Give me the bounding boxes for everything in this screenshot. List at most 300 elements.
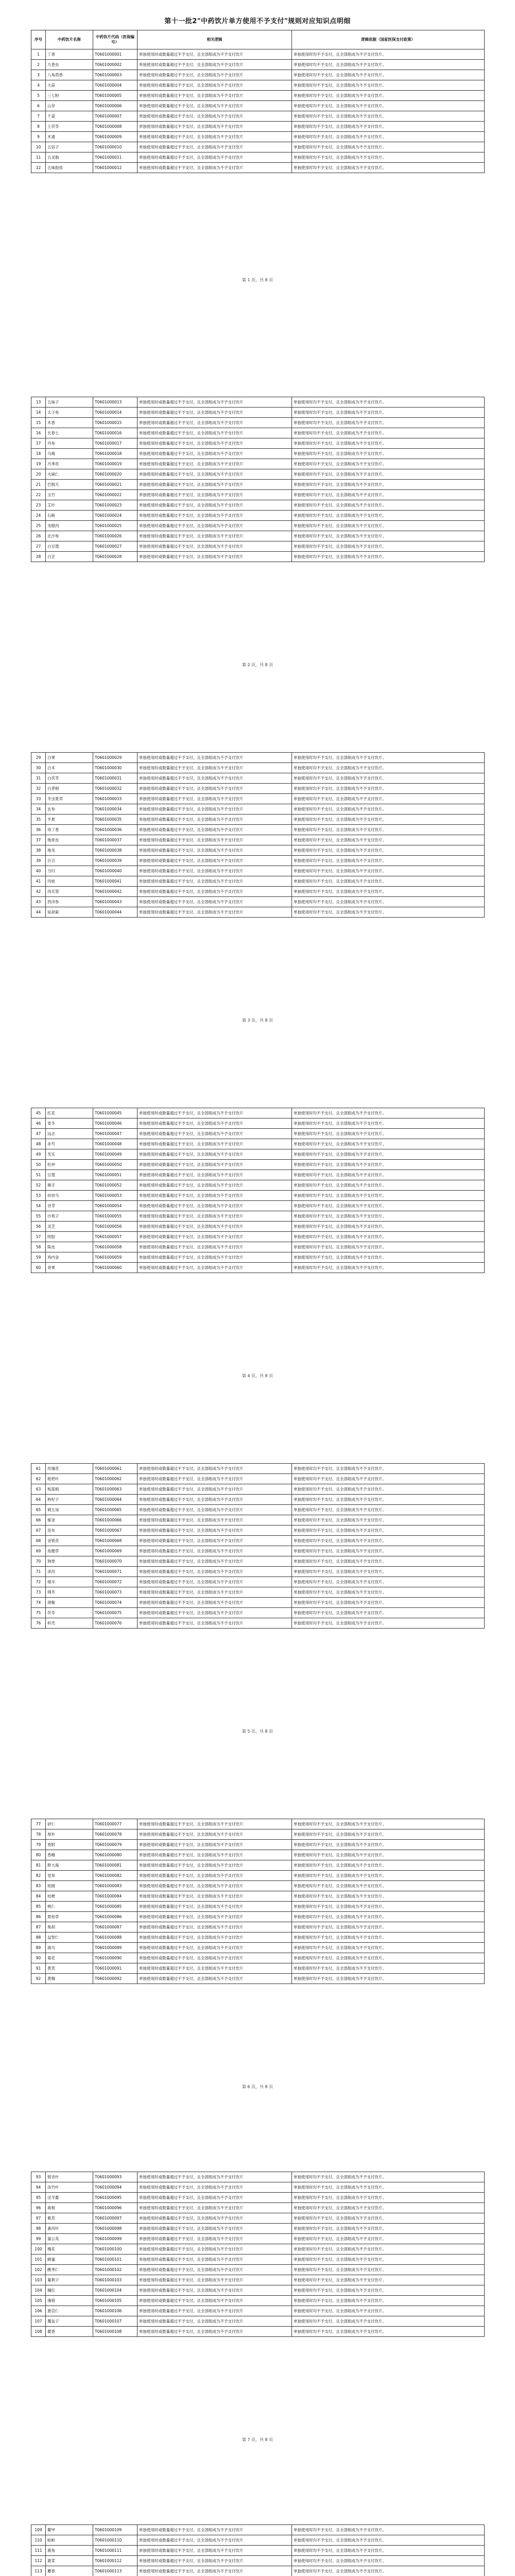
logic-text: 单独使用时或数量超过不予支付，且全部组成为不予支付饮片 xyxy=(138,1242,292,1252)
detail-table xyxy=(31,1463,485,1629)
basis-text: 单独使用时均不予支付，且全部组成为不予支付饮片。 xyxy=(292,1222,485,1232)
row-number: 35 xyxy=(31,815,46,825)
herb-name: 菊花 xyxy=(46,1953,93,1963)
table-row xyxy=(31,511,485,521)
logic-text: 单独使用时或数量超过不予支付，且全部组成为不予支付饮片 xyxy=(138,101,292,111)
herb-name: 地龙 xyxy=(46,845,93,856)
basis-text: 单独使用时均不予支付，且全部组成为不予支付饮片。 xyxy=(292,1170,485,1180)
row-number: 12 xyxy=(31,163,46,173)
table-row xyxy=(31,1474,485,1484)
logic-text: 单独使用时或数量超过不予支付，且全部组成为不予支付饮片 xyxy=(138,122,292,132)
herb-name: 五倍子 xyxy=(46,142,93,152)
logic-text: 单独使用时或数量超过不予支付，且全部组成为不予支付饮片 xyxy=(138,1505,292,1515)
logic-text: 单独使用时或数量超过不予支付，且全部组成为不予支付饮片 xyxy=(138,1211,292,1222)
basis-text: 单独使用时均不予支付，且全部组成为不予支付饮片。 xyxy=(292,1484,485,1495)
basis-text: 单独使用时均不予支付，且全部组成为不予支付饮片。 xyxy=(292,1526,485,1536)
basis-text: 单独使用时均不予支付，且全部组成为不予支付饮片。 xyxy=(292,1252,485,1263)
table-row xyxy=(31,1495,485,1505)
herb-name: 覆盆子 xyxy=(46,2316,93,2327)
table-row xyxy=(31,1963,485,1974)
table-row xyxy=(31,773,485,784)
basis-text: 单独使用时均不予支付，且全部组成为不予支付饮片。 xyxy=(292,1180,485,1191)
row-number: 30 xyxy=(31,763,46,773)
logic-text: 单独使用时或数量超过不予支付，且全部组成为不予支付饮片 xyxy=(138,1118,292,1129)
herb-code: T0601000082 xyxy=(93,1871,138,1881)
row-number: 28 xyxy=(31,552,46,562)
table-row xyxy=(31,753,485,763)
herb-code: T0601000036 xyxy=(93,825,138,835)
detail-table xyxy=(31,752,485,918)
basis-text: 单独使用时均不予支付，且全部组成为不予支付饮片。 xyxy=(292,2255,485,2265)
herb-code: T0601000076 xyxy=(93,1618,138,1629)
herb-code: T0601000068 xyxy=(93,1536,138,1546)
row-number: 59 xyxy=(31,1252,46,1263)
herb-code: T0601000077 xyxy=(93,1819,138,1829)
logic-text: 单独使用时或数量超过不予支付，且全部组成为不予支付饮片 xyxy=(138,1829,292,1840)
basis-text: 单独使用时均不予支付，且全部组成为不予支付饮片。 xyxy=(292,1963,485,1974)
basis-text: 单独使用时均不予支付，且全部组成为不予支付饮片。 xyxy=(292,521,485,531)
logic-text: 单独使用时或数量超过不予支付，且全部组成为不予支付饮片 xyxy=(138,1618,292,1629)
herb-code: T0601000007 xyxy=(93,111,138,122)
herb-name: 蒲公英 xyxy=(46,2234,93,2244)
herb-name: 薄荷 xyxy=(46,2296,93,2306)
herb-name: 白术 xyxy=(46,763,93,773)
table-row xyxy=(31,1556,485,1567)
table-row xyxy=(31,1618,485,1629)
row-number: 72 xyxy=(31,1577,46,1587)
basis-text: 单独使用时均不予支付，且全部组成为不予支付饮片。 xyxy=(292,70,485,80)
logic-text: 单独使用时或数量超过不予支付，且全部组成为不予支付饮片 xyxy=(138,480,292,490)
logic-text: 单独使用时或数量超过不予支付，且全部组成为不予支付饮片 xyxy=(138,1232,292,1242)
basis-text: 单独使用时均不予支付，且全部组成为不予支付饮片。 xyxy=(292,1819,485,1829)
herb-name: 鹿茸 xyxy=(46,2556,93,2566)
herb-code: T0601000065 xyxy=(93,1505,138,1515)
herb-code: T0601000034 xyxy=(93,804,138,815)
herb-name: 谷芽 xyxy=(46,1201,93,1211)
table-row xyxy=(31,1902,485,1912)
logic-text: 单独使用时或数量超过不予支付，且全部组成为不予支付饮片 xyxy=(138,459,292,469)
logic-text: 单独使用时或数量超过不予支付，且全部组成为不予支付饮片 xyxy=(138,408,292,418)
document-page xyxy=(31,2172,484,2337)
herb-code: T0601000009 xyxy=(93,132,138,142)
basis-text: 单独使用时均不予支付，且全部组成为不予支付饮片。 xyxy=(292,1608,485,1618)
logic-text: 单独使用时或数量超过不予支付，且全部组成为不予支付饮片 xyxy=(138,418,292,428)
logic-text: 单独使用时或数量超过不予支付，且全部组成为不予支付饮片 xyxy=(138,80,292,91)
herb-code: T0601000080 xyxy=(93,1850,138,1860)
table-row xyxy=(31,1587,485,1598)
herb-code: T0601000081 xyxy=(93,1860,138,1871)
herb-name: 干姜 xyxy=(46,111,93,122)
herb-code: T0601000108 xyxy=(93,2327,138,2337)
herb-name: 白茅根 xyxy=(46,784,93,794)
logic-text: 单独使用时或数量超过不予支付，且全部组成为不予支付饮片 xyxy=(138,2203,292,2213)
herb-code: T0601000072 xyxy=(93,1577,138,1587)
table-row xyxy=(31,91,485,101)
row-number: 83 xyxy=(31,1881,46,1891)
herb-code: T0601000071 xyxy=(93,1567,138,1577)
herb-name: 青果 xyxy=(46,1263,93,1273)
herb-name: 胖大海 xyxy=(46,1860,93,1871)
herb-code: T0601000100 xyxy=(93,2244,138,2255)
table-row xyxy=(31,1536,485,1546)
basis-text: 单独使用时均不予支付，且全部组成为不予支付饮片。 xyxy=(292,2234,485,2244)
logic-text: 单独使用时或数量超过不予支付，且全部组成为不予支付饮片 xyxy=(138,1191,292,1201)
herb-name: 香橼 xyxy=(46,1850,93,1860)
herb-name: 黄精 xyxy=(46,1974,93,1984)
table-row xyxy=(31,1211,485,1222)
row-number: 29 xyxy=(31,753,46,763)
logic-text: 单独使用时或数量超过不予支付，且全部组成为不予支付饮片 xyxy=(138,2213,292,2224)
herb-name: 夏枯草 xyxy=(46,1912,93,1922)
basis-text: 单独使用时均不予支付，且全部组成为不予支付饮片。 xyxy=(292,1943,485,1953)
basis-text: 单独使用时均不予支付，且全部组成为不予支付饮片。 xyxy=(292,1232,485,1242)
logic-text: 单独使用时或数量超过不予支付，且全部组成为不予支付饮片 xyxy=(138,449,292,459)
row-number: 69 xyxy=(31,1546,46,1556)
row-number: 84 xyxy=(31,1891,46,1902)
logic-text: 单独使用时或数量超过不予支付，且全部组成为不予支付饮片 xyxy=(138,541,292,552)
row-number: 8 xyxy=(31,122,46,132)
herb-code: T0601000025 xyxy=(93,521,138,531)
row-number: 24 xyxy=(31,511,46,521)
herb-name: 玫瑰花 xyxy=(46,1464,93,1474)
table-row xyxy=(31,1567,485,1577)
row-number: 52 xyxy=(31,1180,46,1191)
logic-text: 单独使用时或数量超过不予支付，且全部组成为不予支付饮片 xyxy=(138,1464,292,1474)
table-row xyxy=(31,552,485,562)
table-row xyxy=(31,101,485,111)
basis-text: 单独使用时均不予支付，且全部组成为不予支付饮片。 xyxy=(292,1881,485,1891)
logic-text: 单独使用时或数量超过不予支付，且全部组成为不予支付饮片 xyxy=(138,111,292,122)
herb-name: 远志 xyxy=(46,1129,93,1139)
basis-text: 单独使用时均不予支付，且全部组成为不予支付饮片。 xyxy=(292,773,485,784)
basis-text: 单独使用时均不予支付，且全部组成为不予支付饮片。 xyxy=(292,2193,485,2203)
herb-name: 当归 xyxy=(46,866,93,876)
row-number: 48 xyxy=(31,1139,46,1149)
herb-code: T0601000005 xyxy=(93,91,138,101)
table-row xyxy=(31,1222,485,1232)
basis-text: 单独使用时均不予支付，且全部组成为不予支付饮片。 xyxy=(292,753,485,763)
row-number: 20 xyxy=(31,469,46,480)
logic-text: 单独使用时或数量超过不予支付，且全部组成为不予支付饮片 xyxy=(138,70,292,80)
logic-text: 单独使用时或数量超过不予支付，且全部组成为不予支付饮片 xyxy=(138,1598,292,1608)
herb-name: 鸡内金 xyxy=(46,1252,93,1263)
herb-code: T0601000054 xyxy=(93,1201,138,1211)
logic-text: 单独使用时或数量超过不予支付，且全部组成为不予支付饮片 xyxy=(138,2316,292,2327)
logic-text: 单独使用时或数量超过不予支付，且全部组成为不予支付饮片 xyxy=(138,531,292,541)
row-number: 86 xyxy=(31,1912,46,1922)
basis-text: 单独使用时均不予支付，且全部组成为不予支付饮片。 xyxy=(292,1902,485,1912)
row-number: 6 xyxy=(31,101,46,111)
herb-name: 黄芪 xyxy=(46,1963,93,1974)
herb-name: 党参 xyxy=(46,1871,93,1881)
row-number: 89 xyxy=(31,1943,46,1953)
row-number: 31 xyxy=(31,773,46,784)
logic-text: 单独使用时或数量超过不予支付，且全部组成为不予支付饮片 xyxy=(138,876,292,887)
herb-name: 丹参 xyxy=(46,438,93,449)
logic-text: 单独使用时或数量超过不予支付，且全部组成为不予支付饮片 xyxy=(138,2234,292,2244)
column-header: 序号 xyxy=(31,30,46,49)
basis-text: 单独使用时均不予支付，且全部组成为不予支付饮片。 xyxy=(292,500,485,511)
herb-name: 西洋参 xyxy=(46,897,93,907)
row-number: 63 xyxy=(31,1484,46,1495)
logic-text: 单独使用时或数量超过不予支付，且全部组成为不予支付饮片 xyxy=(138,1963,292,1974)
basis-text: 单独使用时均不予支付，且全部组成为不予支付饮片。 xyxy=(292,2566,485,2576)
logic-text: 单独使用时或数量超过不予支付，且全部组成为不予支付饮片 xyxy=(138,763,292,773)
column-header: 中药饮片名称 xyxy=(46,30,93,49)
herb-code: T0601000039 xyxy=(93,856,138,866)
herb-code: T0601000101 xyxy=(93,2255,138,2265)
page-footer: 第 7 页，共 8 页 xyxy=(242,2437,273,2442)
row-number: 10 xyxy=(31,142,46,152)
herb-code: T0601000102 xyxy=(93,2265,138,2275)
table-row xyxy=(31,152,485,163)
document-page xyxy=(31,1108,484,1273)
table-row xyxy=(31,2172,485,2182)
herb-code: T0601000058 xyxy=(93,1242,138,1252)
logic-text: 单独使用时或数量超过不予支付，且全部组成为不予支付饮片 xyxy=(138,2172,292,2182)
herb-code: T0601000046 xyxy=(93,1118,138,1129)
logic-text: 单独使用时或数量超过不予支付，且全部组成为不予支付饮片 xyxy=(138,552,292,562)
herb-code: T0601000048 xyxy=(93,1139,138,1149)
table-row xyxy=(31,163,485,173)
herb-name: 红花 xyxy=(46,1108,93,1118)
basis-text: 单独使用时均不予支付，且全部组成为不予支付饮片。 xyxy=(292,438,485,449)
herb-name: 橘红 xyxy=(46,2285,93,2296)
logic-text: 单独使用时或数量超过不予支付，且全部组成为不予支付饮片 xyxy=(138,907,292,918)
row-number: 13 xyxy=(31,397,46,408)
herb-name: 淫羊藿 xyxy=(46,2193,93,2203)
basis-text: 单独使用时均不予支付，且全部组成为不予支付饮片。 xyxy=(292,531,485,541)
row-number: 56 xyxy=(31,1222,46,1232)
table-row xyxy=(31,500,485,511)
detail-table xyxy=(31,2524,485,2576)
row-number: 7 xyxy=(31,111,46,122)
basis-text: 单独使用时均不予支付，且全部组成为不予支付饮片。 xyxy=(292,2224,485,2234)
logic-text: 单独使用时或数量超过不予支付，且全部组成为不予支付饮片 xyxy=(138,469,292,480)
page-footer: 第 6 页，共 8 页 xyxy=(242,2084,273,2089)
herb-name: 冬虫夏草 xyxy=(46,794,93,804)
table-row xyxy=(31,521,485,531)
basis-text: 单独使用时均不予支付，且全部组成为不予支付饮片。 xyxy=(292,2556,485,2566)
table-row xyxy=(31,2182,485,2193)
herb-name: 百合 xyxy=(46,856,93,866)
table-row xyxy=(31,1933,485,1943)
detail-table xyxy=(31,1108,485,1273)
table-row xyxy=(31,2234,485,2244)
document-page xyxy=(31,2524,484,2576)
herb-name: 白豆蔻 xyxy=(46,541,93,552)
row-number: 49 xyxy=(31,1149,46,1160)
herb-name: 火麻仁 xyxy=(46,469,93,480)
logic-text: 单独使用时或数量超过不予支付，且全部组成为不予支付饮片 xyxy=(138,2327,292,2337)
row-number: 85 xyxy=(31,1902,46,1912)
basis-text: 单独使用时均不予支付，且全部组成为不予支付饮片。 xyxy=(292,1464,485,1474)
logic-text: 单独使用时或数量超过不予支付，且全部组成为不予支付饮片 xyxy=(138,2265,292,2275)
table-row xyxy=(31,2224,485,2234)
row-number: 75 xyxy=(31,1608,46,1618)
table-row xyxy=(31,531,485,541)
logic-text: 单独使用时或数量超过不予支付，且全部组成为不予支付饮片 xyxy=(138,2535,292,2546)
logic-text: 单独使用时或数量超过不予支付，且全部组成为不予支付饮片 xyxy=(138,2244,292,2255)
table-row xyxy=(31,2535,485,2546)
row-number: 104 xyxy=(31,2285,46,2296)
herb-code: T0601000021 xyxy=(93,480,138,490)
herb-code: T0601000067 xyxy=(93,1526,138,1536)
logic-text: 单独使用时或数量超过不予支付，且全部组成为不予支付饮片 xyxy=(138,1515,292,1526)
herb-code: T0601000053 xyxy=(93,1191,138,1201)
herb-code: T0601000057 xyxy=(93,1232,138,1242)
herb-name: 八角茴香 xyxy=(46,70,93,80)
herb-code: T0601000045 xyxy=(93,1108,138,1118)
logic-text: 单独使用时或数量超过不予支付，且全部组成为不予支付饮片 xyxy=(138,397,292,408)
basis-text: 单独使用时均不予支付，且全部组成为不予支付饮片。 xyxy=(292,80,485,91)
basis-text: 单独使用时均不予支付，且全部组成为不予支付饮片。 xyxy=(292,2275,485,2285)
table-row xyxy=(31,845,485,856)
table-row xyxy=(31,1484,485,1495)
herb-name: 延胡索 xyxy=(46,907,93,918)
herb-name: 母丁香 xyxy=(46,825,93,835)
logic-text: 单独使用时或数量超过不予支付，且全部组成为不予支付饮片 xyxy=(138,1902,292,1912)
herb-code: T0601000095 xyxy=(93,2193,138,2203)
herb-name: 木香 xyxy=(46,418,93,428)
herb-code: T0601000086 xyxy=(93,1912,138,1922)
row-number: 96 xyxy=(31,2203,46,2213)
herb-code: T0601000092 xyxy=(93,1974,138,1984)
row-number: 79 xyxy=(31,1840,46,1850)
logic-text: 单独使用时或数量超过不予支付，且全部组成为不予支付饮片 xyxy=(138,2556,292,2566)
logic-text: 单独使用时或数量超过不予支付，且全部组成为不予支付饮片 xyxy=(138,1263,292,1273)
logic-text: 单独使用时或数量超过不予支付，且全部组成为不予支付饮片 xyxy=(138,1222,292,1232)
basis-text: 单独使用时均不予支付，且全部组成为不予支付饮片。 xyxy=(292,2265,485,2275)
row-number: 71 xyxy=(31,1567,46,1577)
basis-text: 单独使用时均不予支付，且全部组成为不予支付饮片。 xyxy=(292,163,485,173)
table-row xyxy=(31,1515,485,1526)
row-number: 100 xyxy=(31,2244,46,2255)
row-number: 74 xyxy=(31,1598,46,1608)
herb-code: T0601000022 xyxy=(93,490,138,500)
herb-code: T0601000033 xyxy=(93,794,138,804)
row-number: 42 xyxy=(31,887,46,897)
herb-code: T0601000103 xyxy=(93,2275,138,2285)
herb-code: T0601000042 xyxy=(93,887,138,897)
herb-code: T0601000038 xyxy=(93,845,138,856)
table-row xyxy=(31,1242,485,1252)
document-page xyxy=(31,752,484,918)
table-row xyxy=(31,459,485,469)
row-number: 62 xyxy=(31,1474,46,1484)
herb-name: 何首乌 xyxy=(46,1191,93,1201)
herb-name: 荆芥 xyxy=(46,1587,93,1598)
herb-name: 艾叶 xyxy=(46,500,93,511)
row-number: 36 xyxy=(31,825,46,835)
basis-text: 单独使用时均不予支付，且全部组成为不予支付饮片。 xyxy=(292,469,485,480)
table-row xyxy=(31,1891,485,1902)
herb-code: T0601000089 xyxy=(93,1943,138,1953)
basis-text: 单独使用时均不予支付，且全部组成为不予支付饮片。 xyxy=(292,1149,485,1160)
row-number: 55 xyxy=(31,1211,46,1222)
herb-name: 桂圆 xyxy=(46,1881,93,1891)
herb-name: 月季花 xyxy=(46,459,93,469)
row-number: 58 xyxy=(31,1242,46,1252)
row-number: 107 xyxy=(31,2316,46,2327)
column-header: 中药饮片代码（医保编号） xyxy=(93,30,138,49)
herb-code: T0601000070 xyxy=(93,1556,138,1567)
herb-code: T0601000020 xyxy=(93,469,138,480)
herb-name: 胡椒 xyxy=(46,1598,93,1608)
basis-text: 单独使用时均不予支付，且全部组成为不予支付饮片。 xyxy=(292,763,485,773)
basis-text: 单独使用时均不予支付，且全部组成为不予支付饮片。 xyxy=(292,397,485,408)
basis-text: 单独使用时均不予支付，且全部组成为不予支付饮片。 xyxy=(292,2525,485,2535)
row-number: 87 xyxy=(31,1922,46,1933)
herb-code: T0601000112 xyxy=(93,2556,138,2566)
table-row xyxy=(31,907,485,918)
herb-name: 五味子 xyxy=(46,397,93,408)
logic-text: 单独使用时或数量超过不予支付，且全部组成为不予支付饮片 xyxy=(138,825,292,835)
logic-text: 单独使用时或数量超过不予支付，且全部组成为不予支付饮片 xyxy=(138,1891,292,1902)
herb-code: T0601000107 xyxy=(93,2316,138,2327)
basis-text: 单独使用时均不予支付，且全部组成为不予支付饮片。 xyxy=(292,1118,485,1129)
basis-text: 单独使用时均不予支付，且全部组成为不予支付饮片。 xyxy=(292,1829,485,1840)
herb-code: T0601000051 xyxy=(93,1170,138,1180)
row-number: 1 xyxy=(31,49,46,60)
basis-text: 单独使用时均不予支付，且全部组成为不予支付饮片。 xyxy=(292,111,485,122)
herb-name: 太子参 xyxy=(46,408,93,418)
table-row xyxy=(31,132,485,142)
table-row xyxy=(31,2213,485,2224)
basis-text: 单独使用时均不予支付，且全部组成为不予支付饮片。 xyxy=(292,907,485,918)
herb-name: 白果 xyxy=(46,753,93,763)
herb-name: 酸枣仁 xyxy=(46,2265,93,2275)
table-row xyxy=(31,1139,485,1149)
herb-code: T0601000093 xyxy=(93,2172,138,2182)
basis-text: 单独使用时均不予支付，且全部组成为不予支付饮片。 xyxy=(292,1191,485,1201)
herb-name: 阿胶 xyxy=(46,1232,93,1242)
basis-text: 单独使用时均不予支付，且全部组成为不予支付饮片。 xyxy=(292,552,485,562)
table-row xyxy=(31,1170,485,1180)
basis-text: 单独使用时均不予支付，且全部组成为不予支付饮片。 xyxy=(292,2182,485,2193)
herb-name: 益智仁 xyxy=(46,1933,93,1943)
row-number: 40 xyxy=(31,866,46,876)
herb-code: T0601000063 xyxy=(93,1484,138,1495)
logic-text: 单独使用时或数量超过不予支付，且全部组成为不予支付饮片 xyxy=(138,835,292,845)
row-number: 43 xyxy=(31,897,46,907)
table-row xyxy=(31,418,485,428)
table-row xyxy=(31,1943,485,1953)
herb-code: T0601000064 xyxy=(93,1495,138,1505)
basis-text: 单独使用时均不予支付，且全部组成为不予支付饮片。 xyxy=(292,866,485,876)
row-number: 15 xyxy=(31,418,46,428)
herb-name: 土茯苓 xyxy=(46,122,93,132)
table-row xyxy=(31,1149,485,1160)
table-row xyxy=(31,541,485,552)
herb-code: T0601000104 xyxy=(93,2285,138,2296)
herb-code: T0601000001 xyxy=(93,49,138,60)
basis-text: 单独使用时均不予支付，且全部组成为不予支付饮片。 xyxy=(292,428,485,438)
herb-name: 砂仁 xyxy=(46,1819,93,1829)
logic-text: 单独使用时或数量超过不予支付，且全部组成为不予支付饮片 xyxy=(138,1953,292,1963)
herb-name: 金银花 xyxy=(46,1536,93,1546)
table-row xyxy=(31,408,485,418)
basis-text: 单独使用时均不予支付，且全部组成为不予支付饮片。 xyxy=(292,1618,485,1629)
logic-text: 单独使用时或数量超过不予支付，且全部组成为不予支付饮片 xyxy=(138,1484,292,1495)
herb-name: 枸杞子 xyxy=(46,1495,93,1505)
row-number: 103 xyxy=(31,2275,46,2285)
table-row xyxy=(31,111,485,122)
herb-name: 五味胶质 xyxy=(46,163,93,173)
page-footer: 第 2 页，共 8 页 xyxy=(242,663,273,667)
herb-name: 槐花 xyxy=(46,2244,93,2255)
herb-code: T0601000019 xyxy=(93,459,138,469)
